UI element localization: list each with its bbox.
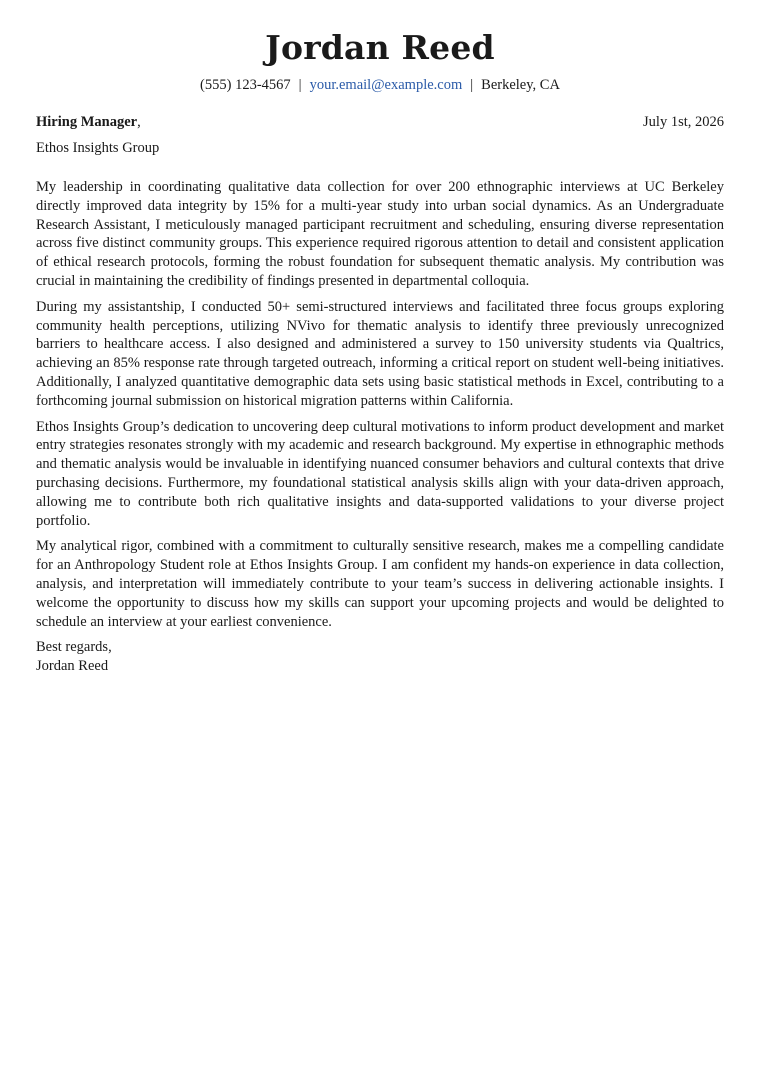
recipient-name: Hiring Manager xyxy=(36,114,138,130)
email-link[interactable]: your.email@example.com xyxy=(309,77,463,93)
letter-body xyxy=(36,178,724,631)
body-paragraph: My analytical rigor, combined with a commitment to culturally sensitive research, makes me a compelling candidate for an Anthropology Student role at Ethos Insights Group. I am confident my hands-on experience in data collection, analysis, and interpretation will immediately contribute to your team’s success in delivering actionable insights. I welcome the opportunity to discuss how my skills can support your upcoming projects and would be delighted to schedule an interview at your earliest convenience. xyxy=(36,538,724,630)
signature-name: Jordan Reed xyxy=(36,658,109,675)
location: Berkeley, CA xyxy=(481,77,560,93)
body-paragraph: During my assistantship, I conducted 50+ semi-structured interviews and facilitated three focus groups exploring community health perceptions, utilizing NVivo for thematic analysis to identify three previously unrecognized barriers to healthcare access. I also designed and administered a survey to 150 university students via Qualtrics, achieving an 85% response rate through targeted outreach, informing a critical report on student well-being initiatives. Additionally, I analyzed quantitative demographic data sets using basic statistical methods in Excel, contributing to a forthcoming journal submission on historical migration patterns within California. xyxy=(36,298,724,409)
separator: | xyxy=(298,77,302,93)
recipient-company: Ethos Insights Group xyxy=(36,140,160,156)
closing-salutation: Best regards, xyxy=(36,639,112,656)
letter-date: July 1st, 2026 xyxy=(643,114,724,130)
recipient-line xyxy=(36,113,141,131)
applicant-name: Jordan Reed xyxy=(265,28,495,67)
recipient-comma: , xyxy=(137,114,141,130)
separator: | xyxy=(470,77,474,93)
body-paragraph: Ethos Insights Group’s dedication to uncovering deep cultural motivations to inform product development and market entry strategies resonates strongly with my academic and research background. My expertise in ethnographic methods and thematic analysis would be invaluable in identifying nuanced consumer behaviors and cultural contexts that drive purchasing decisions. Furthermore, my foundational statistical analysis skills align with your data-driven approach, allowing me to contribute both rich qualitative insights and data-supported validations to your diverse project portfolio. xyxy=(36,418,724,529)
contact-line xyxy=(36,76,724,94)
recipient-date-row xyxy=(36,113,724,131)
phone-number: (555) 123-4567 xyxy=(200,77,291,93)
body-paragraph: My leadership in coordinating qualitative data collection for over 200 ethnographic interviews at UC Berkeley directly improved data integrity by 15% for a multi-year study into urban social dynamics. As an Undergraduate Research Assistant, I meticulously managed participant recruitment and scheduling, ensuring diverse representation across five distinct community groups. This experience required rigorous attention to detail and consistent application of ethical research protocols, forming the robust foundation for subsequent thematic analysis. My contribution was crucial in maintaining the credibility of findings presented in departmental colloquia. xyxy=(36,179,724,289)
letter-closing xyxy=(36,638,724,676)
